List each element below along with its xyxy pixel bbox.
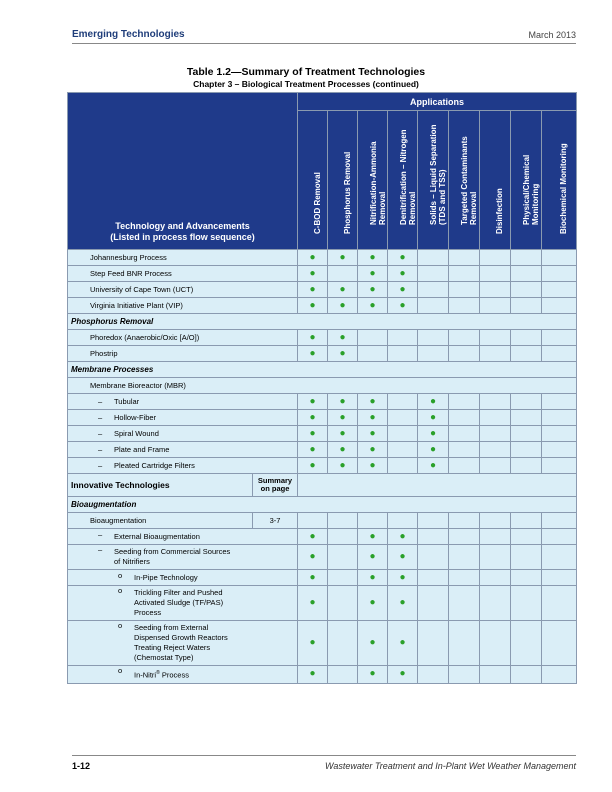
empty-cell [542,266,577,282]
row-label-text: Hollow-Fiber [114,413,157,422]
empty-cell [542,330,577,346]
empty-cell [418,266,449,282]
empty-cell [418,346,449,362]
table-title: Table 1.2—Summary of Treatment Technologies [186,66,426,78]
empty-cell [480,394,511,410]
row-label-line: of Nitrifiers [114,557,150,566]
column-header-text-line2: Removal [407,191,417,225]
row-label [68,250,298,266]
empty-cell [480,346,511,362]
table-row [68,513,577,529]
empty-cell [480,545,511,570]
row-label [68,666,298,684]
empty-cell [480,513,511,529]
table-row [68,298,577,314]
applies-dot: ● [328,442,358,458]
empty-cell [511,529,542,545]
bullet-marker: o [118,586,123,595]
empty-cell [542,442,577,458]
table-row [68,282,577,298]
empty-cell [328,621,358,666]
empty-cell [480,410,511,426]
empty-cell [542,346,577,362]
row-label-line: In-Pipe Technology [134,572,198,582]
empty-cell [388,410,418,426]
applies-dot: ● [388,298,418,314]
column-header-text: Solids – Liquid Separation [429,124,439,225]
row-label-line: Activated Sludge (TF/PAS) [134,598,224,607]
applies-dot: ● [298,586,328,621]
innovative-header-row [68,474,577,497]
table-row [68,346,577,362]
row-label-text: Tubular [114,397,140,406]
column-header-text-line2: Removal [469,191,479,225]
empty-cell [542,426,577,442]
empty-cell [542,298,577,314]
table-row [68,529,577,545]
applies-dot: ● [388,282,418,298]
applies-dot: ● [328,410,358,426]
applies-dot: ● [418,458,449,474]
empty-cell [418,570,449,586]
empty-cell [511,458,542,474]
applies-dot: ● [358,545,388,570]
table-row [68,442,577,458]
applies-dot: ● [298,282,328,298]
applies-dot: ● [388,570,418,586]
column-header-denitrification [388,111,418,250]
empty-cell [418,529,449,545]
empty-cell [480,570,511,586]
empty-cell [511,266,542,282]
empty-cell [328,666,358,684]
column-header-text-line2: (TDS and TSS) [438,169,448,225]
empty-cell [480,621,511,666]
empty-cell [388,458,418,474]
column-header-targeted [449,111,480,250]
applies-dot: ● [418,426,449,442]
column-header-text-line2: Monitoring [531,183,541,225]
empty-cell [542,394,577,410]
empty-cell [418,250,449,266]
empty-cell [449,586,480,621]
applies-dot: ● [388,250,418,266]
empty-cell [358,346,388,362]
table-row [68,570,577,586]
empty-cell [511,426,542,442]
empty-cell [449,529,480,545]
page-number: 1-12 [72,761,91,771]
row-label-line: Treating Reject Waters [134,643,211,652]
applies-dot: ● [298,346,328,362]
applies-dot: ● [298,298,328,314]
column-header-biochem [542,111,577,250]
row-label [68,346,298,362]
applies-dot: ● [298,666,328,684]
section-membrane-processes: Membrane Processes [68,362,577,378]
applies-dot: ● [328,250,358,266]
column-header-cbod [298,111,328,250]
bullet-marker: o [118,666,123,675]
row-label [68,298,298,314]
applies-dot: ● [358,266,388,282]
empty-cell [418,298,449,314]
applies-dot: ● [358,621,388,666]
summary-page-number: 3-7 [253,513,298,529]
row-label [68,442,298,458]
empty-cell [480,529,511,545]
empty-cell [542,282,577,298]
empty-cell [542,250,577,266]
empty-cell [511,442,542,458]
section-bioaugmentation: Bioaugmentation [68,497,577,513]
empty-cell [480,250,511,266]
empty-cell [449,666,480,684]
empty-cell [511,545,542,570]
bullet-marker: o [118,621,123,630]
table-row [68,330,577,346]
bullet-marker: o [118,570,123,580]
empty-cell [480,442,511,458]
empty-cell [511,394,542,410]
summary-line1: Summary [257,476,293,485]
row-label [68,586,298,621]
empty-cell [449,266,480,282]
applies-dot: ● [388,666,418,684]
column-header-text: Biochemical Monitoring [559,143,569,234]
empty-cell [449,298,480,314]
row-label: Bioaugmentation [68,513,253,529]
empty-cell [511,621,542,666]
empty-cell [542,529,577,545]
applies-dot: ● [358,442,388,458]
table-row [68,410,577,426]
empty-cell [418,586,449,621]
empty-cell [511,346,542,362]
empty-cell [480,282,511,298]
row-label [68,330,298,346]
empty-cell [511,250,542,266]
empty-cell [418,330,449,346]
applies-dot: ● [298,410,328,426]
applies-dot: ● [358,410,388,426]
section-phosphorus-removal: Phosphorus Removal [68,314,577,330]
applies-dot: ● [328,330,358,346]
row-label-text: Phostrip [90,349,118,358]
column-header-text: Disinfection [495,188,505,234]
empty-cell [449,570,480,586]
empty-cell [388,442,418,458]
dash-marker: – [98,529,103,539]
column-header-text: Phosphorus Removal [342,151,352,234]
empty-cell [449,282,480,298]
dash-marker: – [98,429,103,438]
table-row [68,394,577,410]
row-label-line: Dispensed Growth Reactors [134,633,228,642]
empty-cell [480,298,511,314]
empty-cell [418,282,449,298]
empty-cell [542,545,577,570]
empty-cell [480,426,511,442]
column-header-text: C-BOD Removal [312,172,322,234]
column-header-text: Targeted Contaminants [460,136,470,225]
empty-cell [542,570,577,586]
header-divider [72,43,576,44]
empty-cell [388,330,418,346]
row-label-text: Pleated Cartridge Filters [114,461,195,470]
row-label [68,621,298,666]
empty-cell [328,513,358,529]
empty-cell [449,410,480,426]
column-header-text: Physical/Chemical [522,154,532,225]
empty-cell [449,621,480,666]
empty-cell [388,426,418,442]
applies-dot: ● [298,394,328,410]
applies-dot: ● [298,442,328,458]
applies-dot: ● [298,266,328,282]
footer-divider [72,755,576,756]
applies-dot: ● [388,621,418,666]
empty-cell [388,513,418,529]
row-label [68,570,298,586]
innovative-technologies-label: Innovative Technologies [68,474,253,497]
empty-cell [511,513,542,529]
row-label-line: External Bioaugmentation [114,531,200,541]
registered-mark: ® [156,670,160,676]
row-label-line: Seeding from Commercial Sources [114,547,231,556]
applies-dot: ● [298,250,328,266]
empty-cell [388,346,418,362]
empty-cell [480,330,511,346]
empty-cell [449,394,480,410]
empty-cell [511,586,542,621]
column-header-disinfection [480,111,511,250]
row-label-line: (Chemostat Type) [134,653,194,662]
empty-cell [298,513,328,529]
table-subtitle: Chapter 3 – Biological Treatment Processes (continued) [193,79,419,89]
row-label-text: Virginia Initiative Plant (VIP) [90,301,183,310]
table-row [68,666,577,684]
empty-cell [418,666,449,684]
applies-dot: ● [358,250,388,266]
row-label [68,458,298,474]
applies-dot: ● [328,426,358,442]
applies-dot: ● [358,426,388,442]
empty-cell [480,266,511,282]
tech-header-line2: (Listed in process flow sequence) [110,232,255,242]
applies-dot: ● [388,266,418,282]
empty-cell [358,513,388,529]
row-label [68,426,298,442]
applies-dot: ● [358,298,388,314]
dash-marker: – [98,445,103,454]
empty-cell [328,586,358,621]
applies-dot: ● [328,458,358,474]
applies-dot: ● [418,394,449,410]
column-header-nitrification [358,111,388,250]
applies-dot: ● [418,410,449,426]
treatment-table [67,92,577,684]
empty-cell [542,458,577,474]
empty-cell [542,621,577,666]
tech-header [68,93,298,250]
applies-dot: ● [358,394,388,410]
empty-cell [418,621,449,666]
applies-dot: ● [388,529,418,545]
empty-cell [542,586,577,621]
empty-cell [328,570,358,586]
empty-cell [511,330,542,346]
empty-cell [449,458,480,474]
empty-cell [449,330,480,346]
dash-marker: – [98,545,103,554]
summary-line2: on page [260,484,290,493]
empty-cell [418,513,449,529]
applies-dot: ● [298,426,328,442]
applications-header: Applications [298,93,577,111]
empty-cell [542,666,577,684]
applies-dot: ● [358,586,388,621]
empty-cell [388,394,418,410]
empty-cell [358,330,388,346]
table-row [68,266,577,282]
innitri-tail-text: Process [159,670,189,680]
row-label-line: Process [134,608,162,617]
header-date: March 2013 [528,30,576,40]
row-label-text: Step Feed BNR Process [90,269,172,278]
row-label-line: Trickling Filter and Pushed [134,588,223,597]
applies-dot: ● [328,394,358,410]
empty-cell [511,570,542,586]
table-row [68,586,577,621]
applies-dot: ● [298,330,328,346]
empty-cell [418,545,449,570]
row-label [68,282,298,298]
table-row [68,621,577,666]
applies-dot: ● [328,282,358,298]
column-header-text-line2: Removal [377,191,387,225]
innovative-applications-blank [298,474,577,497]
empty-cell [511,410,542,426]
column-header-physchem [511,111,542,250]
applies-dot: ● [298,529,328,545]
table-row [68,250,577,266]
empty-cell [449,442,480,458]
applies-dot: ● [358,570,388,586]
row-label-text: Plate and Frame [114,445,170,454]
document-title: Wastewater Treatment and In-Plant Wet Weather Management [325,761,576,771]
column-header-phosphorus [328,111,358,250]
applies-dot: ● [328,298,358,314]
row-label-text: Spiral Wound [114,429,159,438]
empty-cell [328,529,358,545]
empty-cell [449,545,480,570]
dash-marker: – [98,397,103,406]
row-label-text: University of Cape Town (UCT) [90,285,194,294]
empty-cell [480,666,511,684]
row-label-text: Johannesburg Process [90,253,167,262]
empty-cell [328,545,358,570]
empty-cell [449,513,480,529]
innitri-text: In-Nitri [134,670,157,680]
dash-marker: – [98,413,103,422]
row-label [68,394,298,410]
row-label [68,545,298,570]
applies-dot: ● [298,458,328,474]
applies-dot: ● [298,545,328,570]
table-row [68,545,577,570]
empty-cell [449,346,480,362]
row-label [68,529,298,545]
applies-dot: ● [358,666,388,684]
tech-header-line1: Technology and Advancements [115,221,250,231]
applies-dot: ● [298,570,328,586]
empty-cell [542,410,577,426]
applies-dot: ● [358,458,388,474]
applies-dot: ● [418,442,449,458]
row-label-text: Phoredox (Anaerobic/Oxic [A/O]) [90,333,200,342]
row-label-line: Seeding from External [134,623,209,632]
empty-cell [542,513,577,529]
applies-dot: ● [358,282,388,298]
empty-cell [480,458,511,474]
mbr-label: Membrane Bioreactor (MBR) [68,378,577,394]
summary-on-page-header [253,474,298,497]
applies-dot: ● [388,586,418,621]
empty-cell [480,586,511,621]
column-header-text: Nitrification-Ammonia [368,141,378,225]
table-row [68,458,577,474]
applies-dot: ● [328,346,358,362]
applies-dot: ● [358,529,388,545]
header-section-title: Emerging Technologies [72,29,185,40]
table-row [68,426,577,442]
row-label [68,410,298,426]
empty-cell [449,426,480,442]
empty-cell [511,282,542,298]
empty-cell [511,298,542,314]
empty-cell [449,250,480,266]
empty-cell [511,666,542,684]
empty-cell [328,266,358,282]
applies-dot: ● [388,545,418,570]
row-label [68,266,298,282]
dash-marker: – [98,461,103,470]
column-header-solids [418,111,449,250]
applies-dot: ● [298,621,328,666]
column-header-text: Denitrification – Nitrogen [398,129,408,225]
